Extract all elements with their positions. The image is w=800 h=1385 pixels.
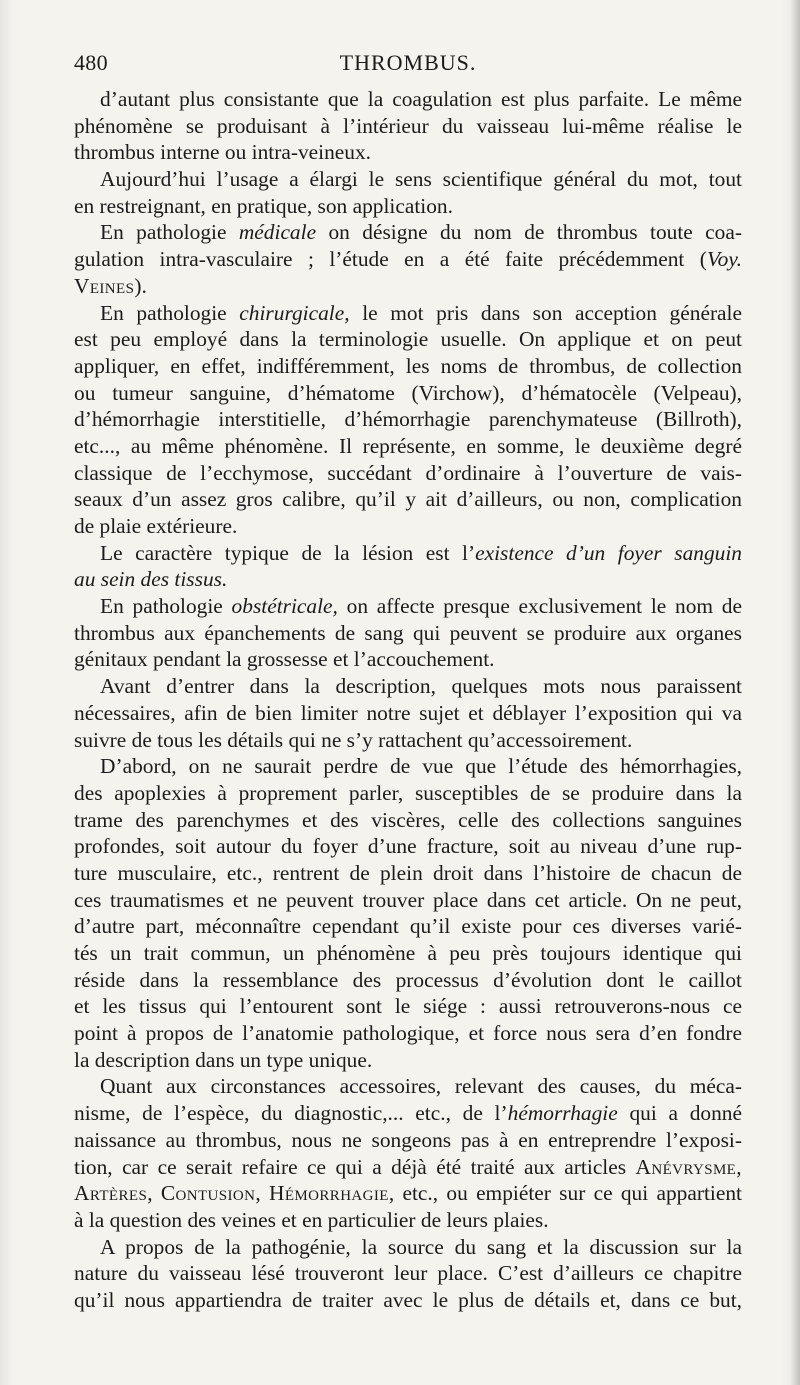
text-segment: ). xyxy=(134,273,147,298)
text-line: D’abord, on ne saurait perdre de vue que l’étude des hémorrhagies, xyxy=(100,754,742,779)
paragraph xyxy=(74,166,742,219)
text-line xyxy=(74,246,742,273)
text-line xyxy=(74,1100,742,1127)
italic-text: Voy. xyxy=(706,247,742,272)
text-line: naissance au thrombus, nous ne songeons pas à en entreprendre l’exposi- xyxy=(74,1127,742,1152)
text-line xyxy=(74,1154,742,1181)
text-line: thrombus aux épanchements de sang qui peuvent se produire aux organes xyxy=(74,620,742,645)
text-line: de plaie extérieure. xyxy=(74,514,238,538)
text-line xyxy=(74,300,742,327)
paragraph xyxy=(74,593,742,673)
text-segment: , xyxy=(255,1181,269,1206)
small-caps-text: Veines xyxy=(74,273,135,298)
text-segment: En pathologie xyxy=(100,594,232,619)
text-segment: , xyxy=(147,1181,161,1206)
text-segment: nisme, de l’espèce, du diagnostic,... etc., de l’ xyxy=(74,1101,508,1126)
text-line: trame des parenchymes et des viscères, celle des collections sanguines xyxy=(74,807,742,832)
text-line: génitaux pendant la grossesse et l’accouchement. xyxy=(74,647,495,672)
text-line: est peu employé dans la terminologie usuelle. On applique et on peut xyxy=(74,327,742,352)
text-line: appliquer, en effet, indifféremment, les noms de thrombus, de collection xyxy=(74,353,742,378)
italic-text: chirurgicale, xyxy=(239,300,350,325)
text-line: tés un trait commun, un phénomène à peu près toujours identique qui xyxy=(74,941,742,965)
text-line: d’autre part, méconnaître cependant qu’il existe pour ces diverses varié- xyxy=(74,914,742,939)
text-line: ou tumeur sanguine, d’hématome (Virchow), d’hématocèle (Velpeau), xyxy=(74,380,742,405)
italic-text: hémorrhagie xyxy=(507,1101,618,1126)
text-line: Quant aux circonstances accessoires, relevant des causes, du méca- xyxy=(100,1074,742,1099)
text-line: des apoplexies à proprement parler, susceptibles de se produire dans la xyxy=(74,780,742,805)
text-line: nature du vaisseau lésé trouveront leur place. C’est d’ailleurs ce chapitre xyxy=(74,1261,742,1286)
text-line: point à propos de l’anatomie pathologique, et force nous sera d’en fondre xyxy=(74,1021,742,1046)
text-line: la description dans un type unique. xyxy=(74,1047,373,1072)
running-title: THROMBUS. xyxy=(339,50,477,75)
text-line: d’autant plus consistante que la coagulation est plus parfaite. Le même xyxy=(100,87,742,111)
text-segment: Le caractère typique de la lésion est l’ xyxy=(100,540,476,565)
running-head xyxy=(74,50,742,84)
text-segment: qui a donné xyxy=(617,1101,742,1126)
text-segment: gulation intra-vasculaire ; l’étude en a été faite précédemment ( xyxy=(74,247,707,272)
small-caps-text: Hémorrhagie xyxy=(269,1181,389,1206)
page-number: 480 xyxy=(74,50,108,75)
text-segment: tion, car ce serait refaire ce qui a déjà été traité aux articles xyxy=(74,1154,636,1179)
paragraph xyxy=(74,300,742,540)
text-line: en restreignant, en pratique, son application. xyxy=(74,193,453,218)
text-line: ces traumatismes et ne peuvent trouver place dans cet article. On ne peut, xyxy=(74,887,742,912)
italic-text: médicale xyxy=(238,220,317,245)
text-line: réside dans la ressemblance des processus d’évolution dont le caillot xyxy=(74,967,742,992)
paragraph xyxy=(74,540,742,593)
small-caps-text: Anévrysme, xyxy=(635,1154,742,1179)
text-segment: , etc., ou empiéter sur ce qui appartient xyxy=(388,1181,742,1206)
text-line: etc..., au même phénomène. Il représente, en somme, le deuxième degré xyxy=(74,433,742,458)
small-caps-text: Contusion xyxy=(160,1181,256,1206)
text-segment: En pathologie xyxy=(100,300,240,325)
text-line: qu’il nous appartiendra de traiter avec le plus de détails et, dans ce but, xyxy=(74,1287,742,1312)
text-line: A propos de la pathogénie, la source du sang et la discussion sur la xyxy=(100,1234,742,1259)
text-line: ture musculaire, etc., rentrent de plein droit dans l’histoire de chacun de xyxy=(74,860,742,885)
text-line: phénomène se produisant à l’intérieur du vaisseau lui-même réalise le xyxy=(74,113,742,138)
text-line: thrombus interne ou intra-veineux. xyxy=(74,140,372,165)
text-segment: on affecte presque exclusivement le nom de xyxy=(337,594,742,619)
text-segment: En pathologie xyxy=(100,220,239,245)
text-line xyxy=(74,593,742,620)
text-line: profondes, soit autour du foyer d’une fracture, soit au niveau d’une rup- xyxy=(74,834,742,859)
paragraph xyxy=(74,1073,742,1233)
text-segment: le mot pris dans son acception générale xyxy=(349,300,742,325)
text-line: nécessaires, afin de bien limiter notre sujet et déblayer l’exposition qui va xyxy=(74,700,742,725)
italic-text: obstétricale, xyxy=(231,594,338,619)
text-line: d’hémorrhagie interstitielle, d’hémorrhagie parenchymateuse (Billroth), xyxy=(74,407,742,432)
text-segment: on désigne du nom de thrombus toute coa- xyxy=(316,220,742,245)
text-line: suivre de tous les détails qui ne s’y rattachent qu’accessoirement. xyxy=(74,727,633,752)
italic-text: au sein des tissus. xyxy=(74,567,228,592)
paragraph xyxy=(74,219,742,299)
text-line: classique de l’ecchymose, succédant d’ordinaire à l’ouverture de vais- xyxy=(74,460,742,485)
paragraph xyxy=(74,753,742,1073)
text-line xyxy=(74,219,742,246)
text-line xyxy=(74,1180,742,1207)
text-line xyxy=(74,273,742,300)
text-line: à la question des veines et en particulier de leurs plaies. xyxy=(74,1207,549,1232)
small-caps-text: Artères xyxy=(74,1181,148,1206)
paragraph xyxy=(74,673,742,753)
text-line xyxy=(74,566,742,593)
page-edge-shadow xyxy=(790,0,800,1385)
text-line: seaux d’un assez gros calibre, qu’il y ait d’ailleurs, ou non, complication xyxy=(74,487,742,512)
paragraph xyxy=(74,1234,742,1314)
text-line: Aujourd’hui l’usage a élargi le sens scientifique général du mot, tout xyxy=(100,167,742,192)
text-line: Avant d’entrer dans la description, quelques mots nous paraissent xyxy=(100,674,742,699)
italic-text: existence d’un foyer sanguin xyxy=(475,540,742,565)
paragraph xyxy=(74,86,742,166)
text-line: et les tissus qui l’entourent sont le siége : aussi retrouverons-nous ce xyxy=(74,994,742,1019)
body-text xyxy=(74,86,742,1314)
text-line xyxy=(74,540,742,567)
